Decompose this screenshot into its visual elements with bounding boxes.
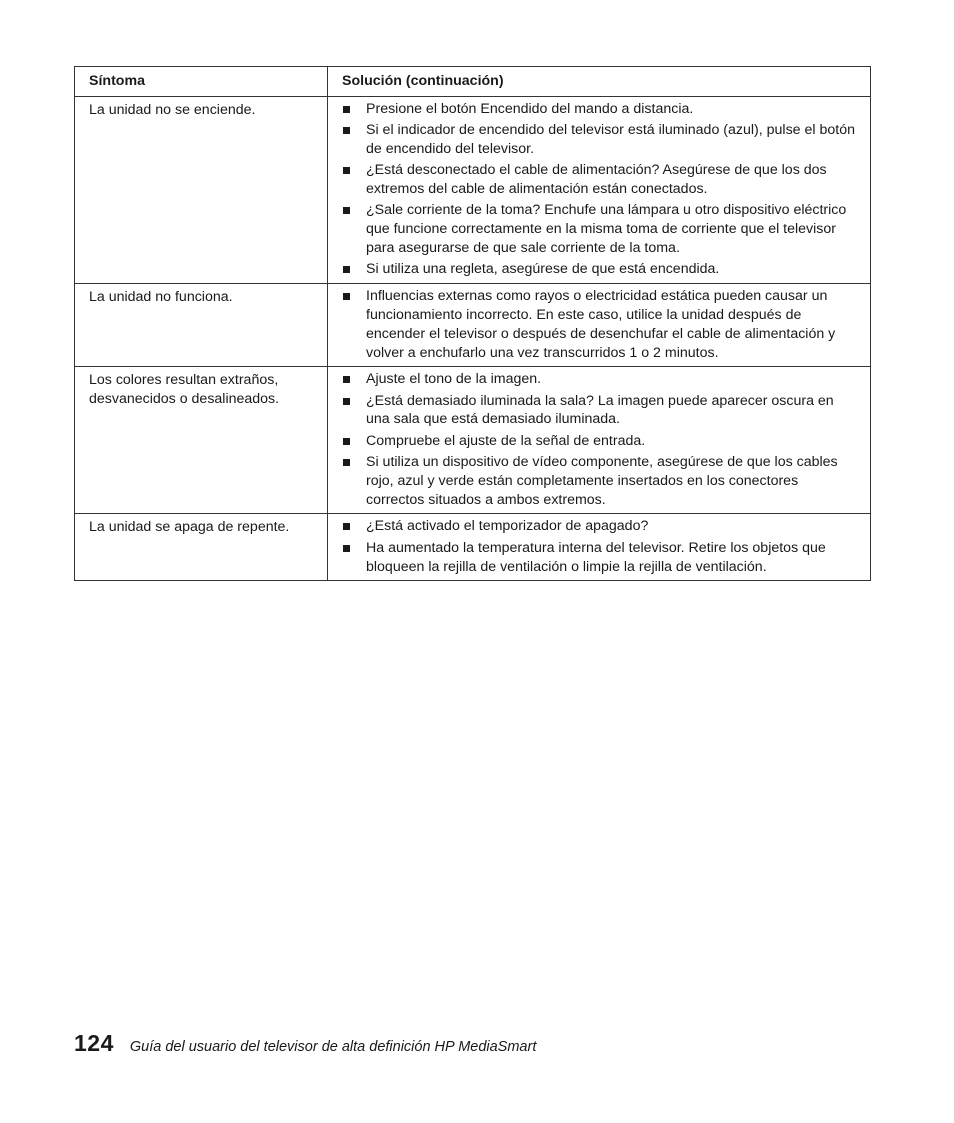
table-row (75, 97, 871, 284)
solution-text: ¿Está desconectado el cable de alimentación? Asegúrese de que los dos extremos del cable de alimentación están conectados. (366, 162, 827, 198)
solution-text: ¿Está demasiado iluminada la sala? La imagen puede aparecer oscura en una sala que está demasiado iluminada. (366, 392, 834, 428)
solution-list (342, 517, 856, 576)
table-row (75, 284, 871, 367)
solution-text: ¿Está activado el temporizador de apagado? (366, 518, 649, 535)
square-bullet-icon (343, 207, 350, 214)
square-bullet-icon (343, 398, 350, 405)
solution-list (342, 370, 856, 509)
solution-text: Si el indicador de encendido del televisor está iluminado (azul), pulse el botón de encendido del televisor. (366, 122, 855, 158)
symptom-cell: Los colores resultan extraños, desvanecidos o desalineados. (75, 367, 328, 514)
symptom-cell: La unidad no se enciende. (75, 97, 328, 284)
table-row (75, 514, 871, 581)
solution-item (342, 201, 856, 257)
document-title: Guía del usuario del televisor de alta definición HP MediaSmart (129, 1039, 537, 1055)
solution-item (342, 161, 856, 199)
solution-item (342, 121, 856, 159)
table-header-row (75, 67, 871, 97)
symptom-cell: La unidad se apaga de repente. (75, 514, 328, 581)
symptom-cell: La unidad no funciona. (75, 284, 328, 367)
solution-item (342, 392, 856, 430)
solution-item (342, 370, 856, 389)
solution-list (342, 287, 856, 362)
page-number: 124 (74, 1030, 114, 1056)
solution-text: Ajuste el tono de la imagen. (366, 371, 542, 388)
solution-cell (328, 97, 871, 284)
solution-item (342, 539, 856, 577)
solution-cell (328, 514, 871, 581)
solution-text: Ha aumentado la temperatura interna del televisor. Retire los objetos que bloqueen la rejilla de ventilación o limpie la rejilla de ventilación. (366, 539, 826, 575)
solution-item (342, 287, 856, 362)
solution-cell (328, 367, 871, 514)
solution-text: ¿Sale corriente de la toma? Enchufe una lámpara u otro dispositivo eléctrico que funcione correctamente en la misma toma de corriente que el televisor para asegurarse de que sale corriente de la toma. (366, 202, 847, 257)
square-bullet-icon (343, 293, 350, 300)
square-bullet-icon (343, 545, 350, 552)
solution-text: Influencias externas como rayos o electricidad estática pueden causar un funcionamiento incorrecto. En este caso, utilice la unidad después de encender el televisor o después de desenchufar el cable de alimentación y volver a enchufarlo una vez transcurridos 1 o 2 minutos. (366, 288, 836, 361)
solution-list (342, 100, 856, 279)
solution-text: Compruebe el ajuste de la señal de entrada. (366, 432, 646, 449)
solution-text: Presione el botón Encendido del mando a distancia. (366, 101, 694, 117)
square-bullet-icon (343, 438, 350, 445)
troubleshooting-table (74, 66, 871, 581)
solution-item (342, 100, 856, 119)
square-bullet-icon (343, 266, 350, 273)
table-row (75, 367, 871, 514)
solution-text: Si utiliza una regleta, asegúrese de que está encendida. (366, 261, 720, 278)
table-body (75, 97, 871, 581)
header-solution: Solución (continuación) (328, 67, 871, 97)
page-footer (74, 1030, 536, 1057)
square-bullet-icon (343, 106, 350, 113)
solution-item (342, 453, 856, 509)
square-bullet-icon (343, 167, 350, 174)
square-bullet-icon (343, 523, 350, 530)
square-bullet-icon (343, 376, 350, 383)
header-symptom: Síntoma (75, 67, 328, 97)
solution-item (342, 517, 856, 536)
solution-text: Si utiliza un dispositivo de vídeo componente, asegúrese de que los cables rojo, azul y verde están completamente insertados en los conectores correctos situados a ambos extremos. (366, 454, 838, 508)
square-bullet-icon (343, 459, 350, 466)
solution-item (342, 432, 856, 451)
solution-cell (328, 284, 871, 367)
solution-item (342, 260, 856, 279)
square-bullet-icon (343, 127, 350, 134)
